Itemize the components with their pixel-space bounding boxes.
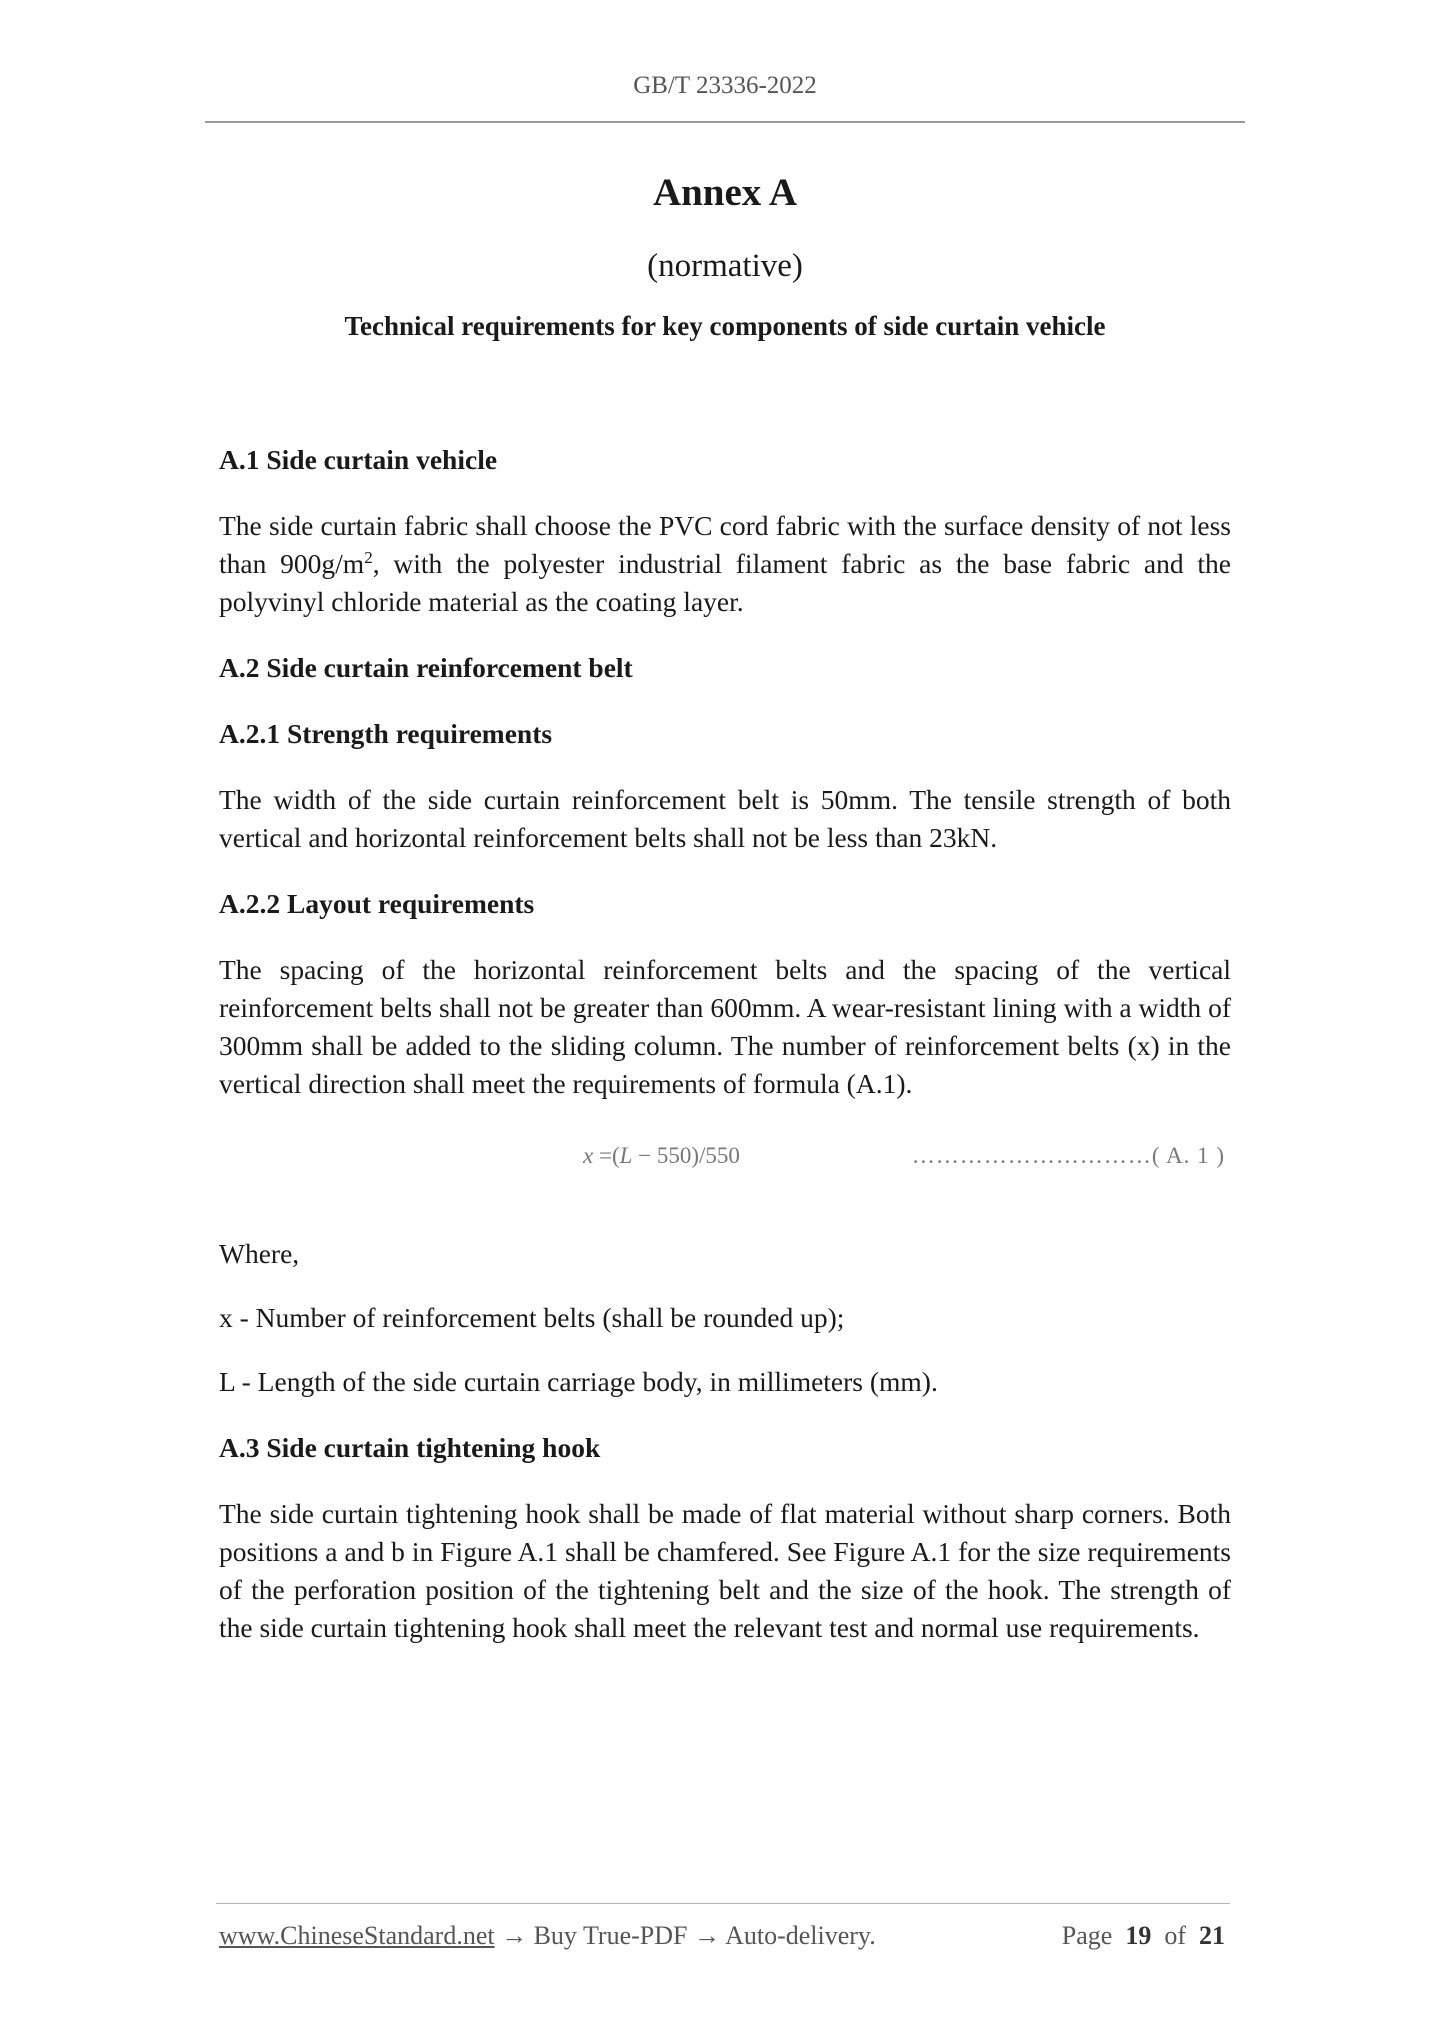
formula-eq: =( bbox=[593, 1143, 620, 1168]
annex-subtitle: (normative) bbox=[647, 248, 803, 284]
section-a2-heading: A.2 Side curtain reinforcement belt bbox=[219, 652, 633, 683]
formula-expression bbox=[583, 1137, 740, 1175]
where-l-definition: L - Length of the side curtain carriage body, in millimeters (mm). bbox=[219, 1366, 938, 1397]
section-a22-heading: A.2.2 Layout requirements bbox=[219, 888, 535, 919]
arrow-icon: → bbox=[687, 1921, 726, 1950]
annex-heading: Technical requirements for key components of side curtain vehicle bbox=[344, 311, 1106, 341]
formula-a1 bbox=[219, 1135, 1231, 1175]
annex-title: Annex A bbox=[652, 171, 798, 214]
formula-x: x bbox=[583, 1143, 594, 1168]
footer-buy-text: Buy True-PDF bbox=[533, 1921, 688, 1950]
section-a1-heading: A.1 Side curtain vehicle bbox=[219, 444, 498, 475]
section-a3-heading: A.3 Side curtain tightening hook bbox=[219, 1432, 601, 1463]
section-a1-paragraph bbox=[219, 507, 1231, 621]
footer-website-link[interactable]: www.ChineseStandard.net bbox=[219, 1921, 495, 1950]
document-body bbox=[219, 441, 1231, 1675]
section-a3-paragraph: The side curtain tightening hook shall be made of flat material without sharp corners. Both positions a and b in Figure A.1 shall be chamfered. See Figure A.1 for the size requirements of the perforation position of the tightening belt and the size of the hook. The strength of the side curtain tightening hook shall meet the relevant test and normal use requirements. bbox=[219, 1498, 1231, 1643]
formula-rest: − 550)/550 bbox=[632, 1143, 740, 1168]
total-pages: 21 bbox=[1199, 1921, 1225, 1950]
page-word: Page bbox=[1061, 1921, 1113, 1950]
formula-l: L bbox=[619, 1143, 633, 1168]
current-page: 19 bbox=[1125, 1921, 1152, 1950]
footer-promo bbox=[219, 1921, 876, 1951]
where-x-definition: x - Number of reinforcement belts (shall be rounded up); bbox=[219, 1302, 845, 1333]
a1-superscript: 2 bbox=[364, 547, 373, 567]
footer-divider bbox=[216, 1903, 1230, 1904]
section-a21-heading: A.2.1 Strength requirements bbox=[219, 718, 553, 749]
formula-reference: …………………………( A. 1 ) bbox=[911, 1143, 1225, 1168]
a1-text-end: , with the polyester industrial filament fabric as the base fabric and the polyvinyl chloride material as the coating layer. bbox=[219, 548, 1231, 617]
where-intro: Where, bbox=[219, 1238, 300, 1269]
page-number bbox=[1062, 1921, 1225, 1951]
of-word: of bbox=[1164, 1921, 1186, 1950]
arrow-icon: → bbox=[494, 1921, 534, 1950]
section-a22-paragraph: The spacing of the horizontal reinforcement belts and the spacing of the vertical reinforcement belts shall not be greater than 600mm. A wear-resistant lining with a width of 300mm shall be added to the sliding column. The number of reinforcement belts (x) in the vertical direction shall meet the requirements of formula (A.1). bbox=[219, 954, 1231, 1099]
document-id-header: GB/T 23336-2022 bbox=[633, 72, 817, 99]
a1-text-start: The side curtain fabric shall choose the PVC cord fabric with the surface density of not less than 900g/m bbox=[219, 510, 1231, 579]
section-a21-paragraph: The width of the side curtain reinforcement belt is 50mm. The tensile strength of both vertical and horizontal reinforcement belts shall not be less than 23kN. bbox=[219, 784, 1231, 853]
header-divider bbox=[205, 121, 1245, 123]
footer-delivery-text: Auto-delivery. bbox=[725, 1921, 876, 1950]
